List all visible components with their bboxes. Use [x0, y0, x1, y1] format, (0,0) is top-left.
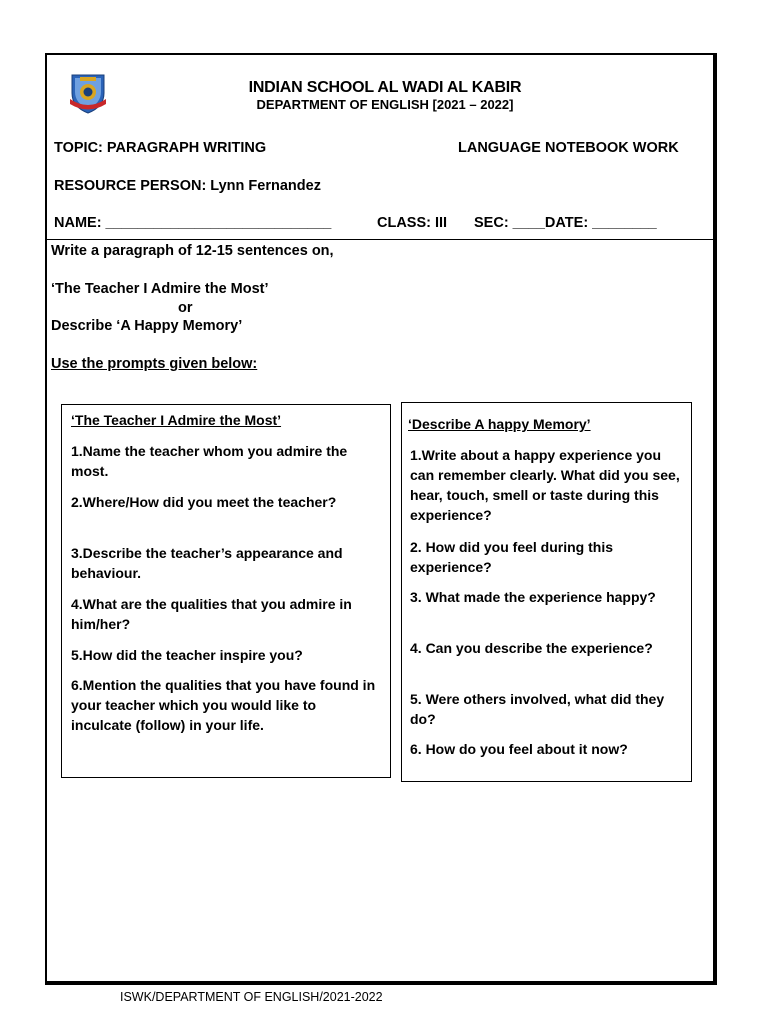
memory-box-title: ‘Describe A happy Memory’ — [408, 416, 591, 432]
list-item: 3. What made the experience happy? — [410, 589, 656, 605]
header-divider — [45, 239, 713, 240]
prompts-heading: Use the prompts given below: — [51, 356, 258, 372]
name-field-line: NAME: ____________________________ — [54, 215, 332, 231]
school-name: INDIAN SCHOOL AL WADI AL KABIR — [248, 79, 522, 96]
resource-person-label: RESOURCE PERSON: Lynn Fernandez — [54, 178, 321, 194]
work-type-label: LANGUAGE NOTEBOOK WORK — [458, 140, 679, 156]
department-title: DEPARTMENT OF ENGLISH [2021 – 2022] — [256, 97, 514, 112]
topic-label: TOPIC: PARAGRAPH WRITING — [54, 140, 267, 156]
list-item: 5. Were others involved, what did they do? — [410, 691, 665, 727]
list-item: 6. How do you feel about it now? — [410, 741, 628, 757]
list-item: 2. How did you feel during this experience? — [410, 539, 614, 575]
class-label: CLASS: III — [377, 215, 448, 231]
footer-text: ISWK/DEPARTMENT OF ENGLISH/2021-2022 — [120, 990, 383, 1004]
topic-option-2: Describe ‘A Happy Memory’ — [51, 318, 243, 334]
or-separator: or — [178, 300, 193, 316]
list-item: 3.Describe the teacher’s appearance and behaviour. — [71, 545, 343, 581]
topic-option-1: ‘The Teacher I Admire the Most’ — [51, 281, 269, 297]
list-item: 1.Name the teacher whom you admire the most. — [71, 443, 348, 479]
memory-prompts-box — [401, 402, 692, 782]
list-item: 5.How did the teacher inspire you? — [71, 647, 303, 663]
list-item: 4.What are the qualities that you admire in him/her? — [71, 596, 352, 632]
teacher-prompts-box — [61, 404, 391, 778]
list-item: 6.Mention the qualities that you have found in your teacher which you would like to inculcate (follow) in your life. — [71, 677, 376, 733]
list-item: 1.Write about a happy experience you can remember clearly. What did you see, hear, touch, smell or taste during this experience? — [410, 447, 680, 523]
teacher-box-title: ‘The Teacher I Admire the Most’ — [71, 412, 282, 428]
list-item: 2.Where/How did you meet the teacher? — [71, 494, 337, 510]
list-item: 4. Can you describe the experience? — [410, 640, 653, 656]
section-date-field-line: SEC: ____DATE: ________ — [474, 215, 657, 231]
instruction-text: Write a paragraph of 12-15 sentences on, — [51, 243, 334, 259]
